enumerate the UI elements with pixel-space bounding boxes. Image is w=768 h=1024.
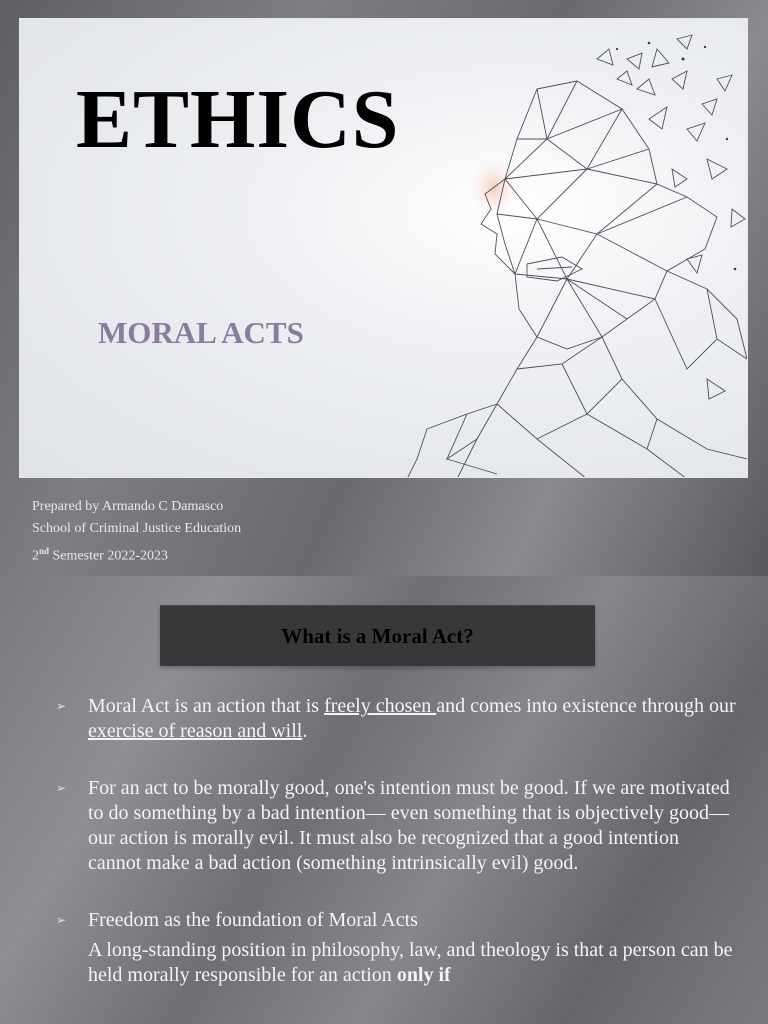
- bullet-intention: [56, 776, 736, 876]
- semester-ordinal: nd: [39, 546, 50, 556]
- bullet-list: [56, 694, 736, 988]
- bullet-text: .: [302, 720, 308, 742]
- semester-number: 2: [32, 548, 39, 564]
- semester-line: [32, 540, 241, 568]
- content-slide: [0, 576, 768, 1024]
- underlined-phrase: exercise of reason and will: [88, 720, 303, 742]
- author-line: Prepared by Armando C Damasco: [32, 499, 224, 514]
- presentation-subtitle: MORAL ACTS: [98, 315, 304, 350]
- bullet-text: Moral Act is an action that is: [88, 695, 325, 717]
- presentation-title: ETHICS: [76, 73, 400, 166]
- bold-phrase: only if: [396, 964, 451, 986]
- credits-block: [32, 496, 241, 568]
- school-line: School of Criminal Justice Education: [32, 521, 242, 536]
- title-panel: [19, 18, 748, 478]
- polygon-head-illustration: [387, 19, 747, 478]
- bullet-freedom: [56, 908, 736, 988]
- slide-heading-box: [160, 605, 595, 666]
- bullet-text: and comes into existence through our: [436, 695, 736, 717]
- bullet-arrow-icon: ➢: [56, 913, 67, 927]
- bullet-arrow-icon: ➢: [56, 699, 67, 713]
- bullet-body: [88, 938, 736, 988]
- underlined-phrase: freely chosen: [324, 695, 437, 717]
- bullet-heading: Freedom as the foundation of Moral Acts: [88, 909, 418, 931]
- semester-text: Semester 2022-2023: [49, 548, 168, 564]
- bullet-moral-act-definition: [56, 694, 736, 744]
- bullet-text: A long-standing position in philosophy, law, and theology is that a person can be held morally responsible for an action: [88, 939, 733, 986]
- bullet-arrow-icon: ➢: [56, 781, 67, 795]
- bullet-text: For an act to be morally good, one's intention must be good. If we are motivated to do something by a bad intention— even something that is objectively good—our action is morally evil. It must also be recognized that a good intention cannot make a bad action (something intrinsically evil) good.: [88, 777, 730, 874]
- slide-heading: What is a Moral Act?: [281, 623, 474, 648]
